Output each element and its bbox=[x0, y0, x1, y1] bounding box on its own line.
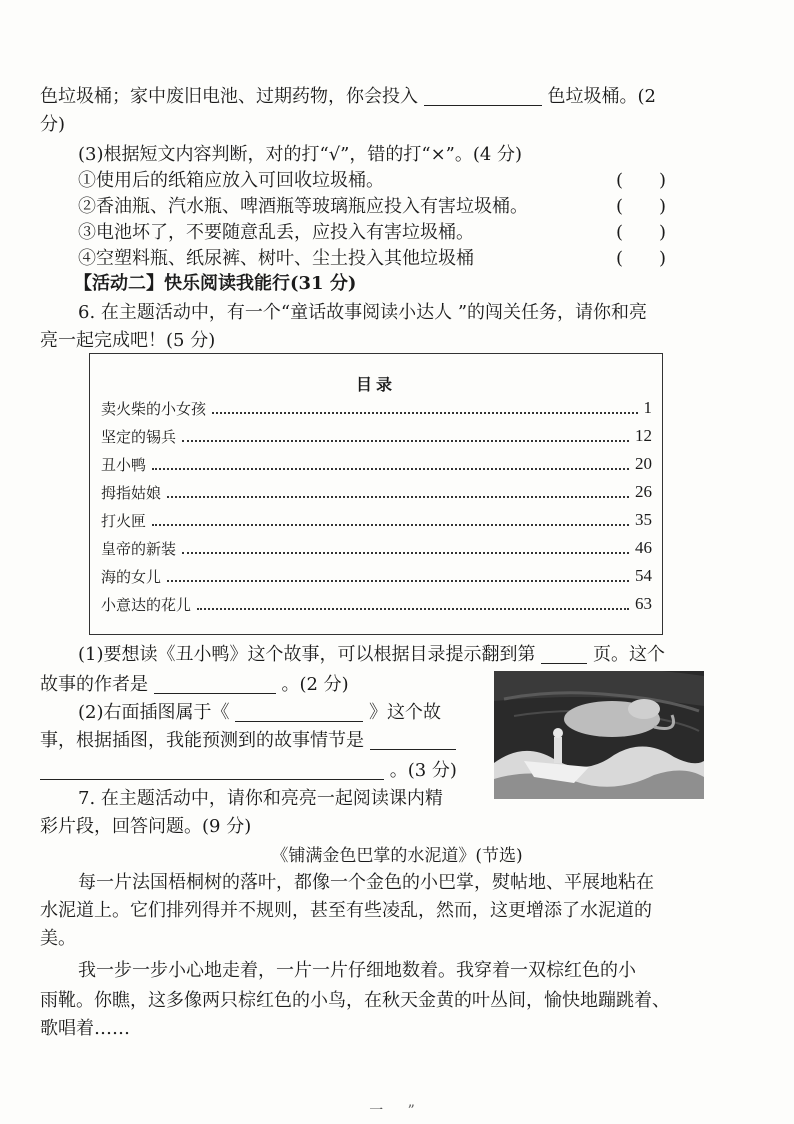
q7-prompt-2: 彩片段，回答问题。(9 分) bbox=[40, 816, 252, 837]
toc-entry-page: 35 bbox=[635, 510, 652, 529]
passage-title: 《铺满金色巴掌的水泥道》(节选) bbox=[271, 846, 523, 866]
judge-answer-box[interactable]: ( ) bbox=[615, 170, 666, 191]
passage-p2-line1: 我一步一步小心地走着，一片一片仔细地数着。我穿着一双棕红色的小 bbox=[78, 960, 636, 981]
toc-entry-title: 皇帝的新装 bbox=[101, 539, 177, 558]
judge-text: ③电池坏了，不要随意乱丢，应投入有害垃圾桶。 bbox=[78, 222, 474, 243]
toc-leader bbox=[152, 458, 629, 470]
toc-entry-page: 12 bbox=[635, 426, 652, 445]
judge-item-3 bbox=[78, 220, 754, 246]
passage-p2-line3: 歌唱着…… bbox=[40, 1018, 130, 1039]
q6-prompt-1: 6. 在主题活动中，有一个“童话故事阅读小达人 ”的闯关任务，请你和亮 bbox=[78, 302, 648, 323]
toc-leader bbox=[182, 542, 629, 554]
q6-1-line bbox=[78, 642, 754, 668]
passage-p1-line1: 每一片法国梧桐树的落叶，都像一个金色的小巴掌，熨帖地、平展地粘在 bbox=[78, 872, 654, 893]
q5-line-end bbox=[40, 84, 754, 110]
toc-entry-title: 海的女儿 bbox=[101, 567, 162, 586]
q5-text-tail: 色垃圾桶。(2 bbox=[547, 86, 656, 107]
judge-item-4 bbox=[78, 246, 754, 272]
q7-prompt-1: 7. 在主题活动中，请你和亮亮一起阅读课内精 bbox=[78, 788, 443, 809]
toc-entry-title: 卖火柴的小女孩 bbox=[101, 399, 207, 418]
answer-blank-color[interactable] bbox=[424, 87, 542, 106]
q6-prompt-2: 亮一起完成吧！(5 分) bbox=[40, 330, 216, 351]
q6-2-text-tail: 》这个故 bbox=[368, 702, 441, 723]
toc-leader bbox=[167, 570, 629, 582]
judge-text: ②香油瓶、汽水瓶、啤酒瓶等玻璃瓶应投入有害垃圾桶。 bbox=[78, 196, 528, 217]
passage-p1-line2: 水泥道上。它们排列得并不规则，甚至有些凌乱，然而，这更增添了水泥道的 bbox=[40, 900, 652, 921]
toc-row bbox=[101, 396, 652, 420]
toc-entry-page: 46 bbox=[635, 538, 652, 557]
toc-entry-title: 小意达的花儿 bbox=[101, 595, 192, 614]
q6-2-text: (2)右面插图属于《 bbox=[78, 702, 230, 723]
toc-row bbox=[101, 480, 652, 504]
toc-row bbox=[101, 536, 652, 560]
toc-entry-page: 63 bbox=[635, 594, 652, 613]
toc-leader bbox=[167, 486, 629, 498]
judge-item-1 bbox=[78, 168, 754, 194]
toc-entry-title: 拇指姑娘 bbox=[101, 483, 162, 502]
judge-item-2 bbox=[78, 194, 754, 220]
toc-row bbox=[101, 508, 652, 532]
page-footer: 一 ” bbox=[369, 1103, 425, 1119]
toc-title: 目录 bbox=[355, 375, 396, 394]
answer-blank-story[interactable] bbox=[235, 703, 363, 722]
toc-row bbox=[101, 564, 652, 588]
answer-blank-author[interactable] bbox=[154, 675, 276, 694]
toc-row bbox=[101, 424, 652, 448]
toc-entry-title: 丑小鸭 bbox=[101, 455, 147, 474]
judge-answer-box[interactable]: ( ) bbox=[615, 222, 666, 243]
toc-row bbox=[101, 452, 652, 476]
q6-1-text: (1)要想读《丑小鸭》这个故事，可以根据目录提示翻到第 bbox=[78, 644, 536, 665]
q6-1-score: 。(2 分) bbox=[281, 674, 349, 695]
q6-2-score: 。(3 分) bbox=[389, 760, 457, 781]
toc-leader bbox=[212, 402, 637, 414]
judge-text: ①使用后的纸箱应放入可回收垃圾桶。 bbox=[78, 170, 384, 191]
illustration-image bbox=[494, 671, 704, 799]
toc-entry-page: 26 bbox=[635, 482, 652, 501]
answer-blank-plot-2[interactable] bbox=[40, 761, 384, 780]
activity-2-heading: 【活动二】快乐阅读我能行(31 分) bbox=[74, 273, 357, 294]
toc-entry-page: 54 bbox=[635, 566, 652, 585]
toc-entry-title: 坚定的锡兵 bbox=[101, 427, 177, 446]
table-of-contents bbox=[89, 353, 663, 635]
tin-soldier-illustration bbox=[494, 671, 704, 799]
passage-p2-line2: 雨靴。你瞧，这多像两只棕红色的小鸟，在秋天金黄的叶丛间，愉快地蹦跳着、 bbox=[40, 990, 670, 1011]
toc-leader bbox=[197, 598, 629, 610]
toc-leader bbox=[182, 430, 629, 442]
toc-entry-title: 打火匣 bbox=[101, 511, 147, 530]
toc-leader bbox=[152, 514, 629, 526]
q5-score: 分) bbox=[40, 114, 66, 135]
answer-blank-plot[interactable] bbox=[370, 731, 456, 750]
toc-entry-page: 20 bbox=[635, 454, 652, 473]
judge-answer-box[interactable]: ( ) bbox=[615, 248, 666, 269]
toc-row bbox=[101, 592, 652, 616]
q6-1-author-text: 故事的作者是 bbox=[40, 674, 148, 695]
toc-entry-page: 1 bbox=[643, 398, 652, 417]
q6-1-text-tail: 页。这个 bbox=[592, 644, 665, 665]
judge-answer-box[interactable]: ( ) bbox=[615, 196, 666, 217]
q3-prompt: (3)根据短文内容判断，对的打“√”，错的打“×”。(4 分) bbox=[78, 144, 523, 165]
q6-2-plot-text: 事，根据插图，我能预测到的故事情节是 bbox=[40, 730, 364, 751]
judge-text: ④空塑料瓶、纸尿裤、树叶、尘土投入其他垃圾桶 bbox=[78, 248, 474, 269]
passage-p1-line3: 美。 bbox=[40, 928, 76, 949]
answer-blank-page[interactable] bbox=[541, 645, 587, 664]
q5-text: 色垃圾桶；家中废旧电池、过期药物，你会投入 bbox=[40, 86, 418, 107]
